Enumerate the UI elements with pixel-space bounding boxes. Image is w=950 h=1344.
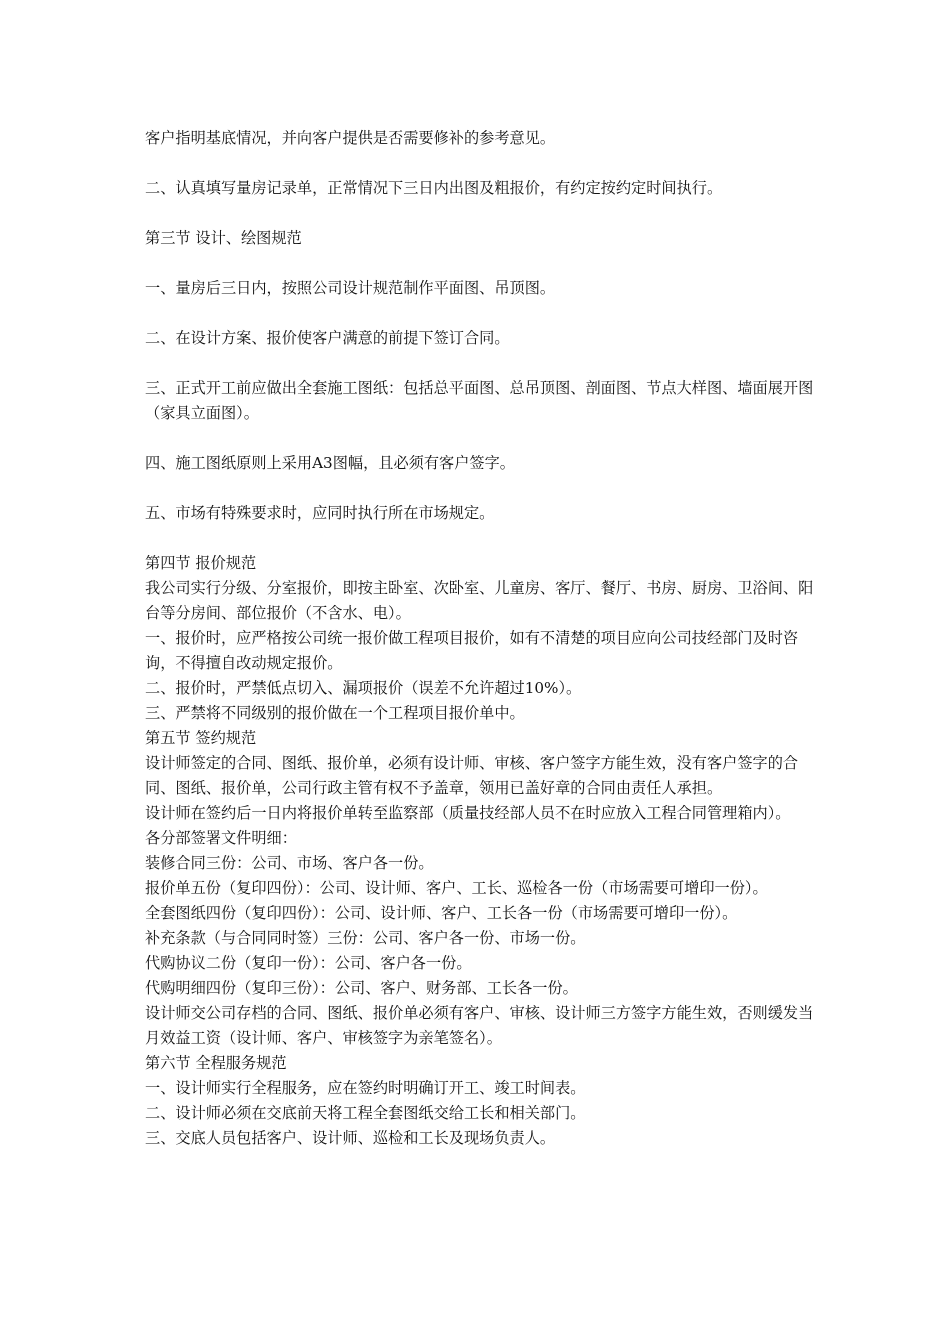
paragraph-5-contract-copies: 装修合同三份：公司、市场、客户各一份。 <box>145 854 434 872</box>
paragraph-4-3: 三、严禁将不同级别的报价做在一个工程项目报价单中。 <box>145 704 525 722</box>
paragraph-3-4: 四、施工图纸原则上采用A3图幅，且必须有客户签字。 <box>145 454 515 472</box>
paragraph-3-5: 五、市场有特殊要求时，应同时执行所在市场规定。 <box>145 504 495 522</box>
paragraph-5-transfer: 设计师在签约后一日内将报价单转至监察部（质量技经部人员不在时应放入工程合同管理箱内）。 <box>145 804 791 822</box>
document-body <box>145 126 815 1151</box>
paragraph-base-condition: 客户指明基底情况，并向客户提供是否需要修补的参考意见。 <box>145 129 556 147</box>
paragraph-5-archive: 设计师交公司存档的合同、图纸、报价单必须有客户、审核、设计师三方签字方能生效，否则缓发当月效益工资（设计师、客户、审核签字为亲笔签名）。 <box>145 1004 814 1047</box>
paragraph-3-3: 三、正式开工前应做出全套施工图纸：包括总平面图、总吊顶图、剖面图、节点大样图、墙面展开图（家具立面图）。 <box>145 379 814 422</box>
section-heading-6: 第六节 全程服务规范 <box>145 1054 287 1072</box>
paragraph-5-supplement-copies: 补充条款（与合同同时签）三份：公司、客户各一份、市场一份。 <box>145 929 586 947</box>
paragraph-3-1: 一、量房后三日内，按照公司设计规范制作平面图、吊顶图。 <box>145 279 556 297</box>
paragraph-4-intro: 我公司实行分级、分室报价，即按主卧室、次卧室、儿童房、客厅、餐厅、书房、厨房、卫浴间、阳台等分房间、部位报价（不含水、电）。 <box>145 579 814 622</box>
paragraph-3-2: 二、在设计方案、报价使客户满意的前提下签订合同。 <box>145 329 510 347</box>
paragraph-measure-record: 二、认真填写量房记录单，正常情况下三日内出图及粗报价，有约定按约定时间执行。 <box>145 179 723 197</box>
paragraph-5-purchase-agreement: 代购协议二份（复印一份）：公司、客户各一份。 <box>145 954 472 972</box>
paragraph-5-signing: 设计师签定的合同、图纸、报价单，必须有设计师、审核、客户签字方能生效，没有客户签字的合同、图纸、报价单，公司行政主管有权不予盖章，领用已盖好章的合同由责任人承担。 <box>145 754 799 797</box>
paragraph-4-2: 二、报价时，严禁低点切入、漏项报价（误差不允许超过10%）。 <box>145 679 582 697</box>
paragraph-5-file-list-title: 各分部签署文件明细： <box>145 829 297 847</box>
paragraph-6-3: 三、交底人员包括客户、设计师、巡检和工长及现场负责人。 <box>145 1129 556 1147</box>
paragraph-5-quote-copies: 报价单五份（复印四份）：公司、设计师、客户、工长、巡检各一份（市场需要可增印一份）。 <box>145 879 768 897</box>
paragraph-4-1: 一、报价时，应严格按公司统一报价做工程项目报价，如有不清楚的项目应向公司技经部门及时咨询，不得擅自改动规定报价。 <box>145 629 799 672</box>
paragraph-5-drawing-copies: 全套图纸四份（复印四份）：公司、设计师、客户、工长各一份（市场需要可增印一份）。 <box>145 904 738 922</box>
paragraph-6-2: 二、设计师必须在交底前天将工程全套图纸交给工长和相关部门。 <box>145 1104 586 1122</box>
paragraph-5-purchase-details: 代购明细四份（复印三份）：公司、客户、财务部、工长各一份。 <box>145 979 578 997</box>
paragraph-6-1: 一、设计师实行全程服务，应在签约时明确订开工、竣工时间表。 <box>145 1079 586 1097</box>
section-heading-5: 第五节 签约规范 <box>145 729 257 747</box>
section-heading-4: 第四节 报价规范 <box>145 554 257 572</box>
section-heading-3: 第三节 设计、绘图规范 <box>145 229 302 247</box>
